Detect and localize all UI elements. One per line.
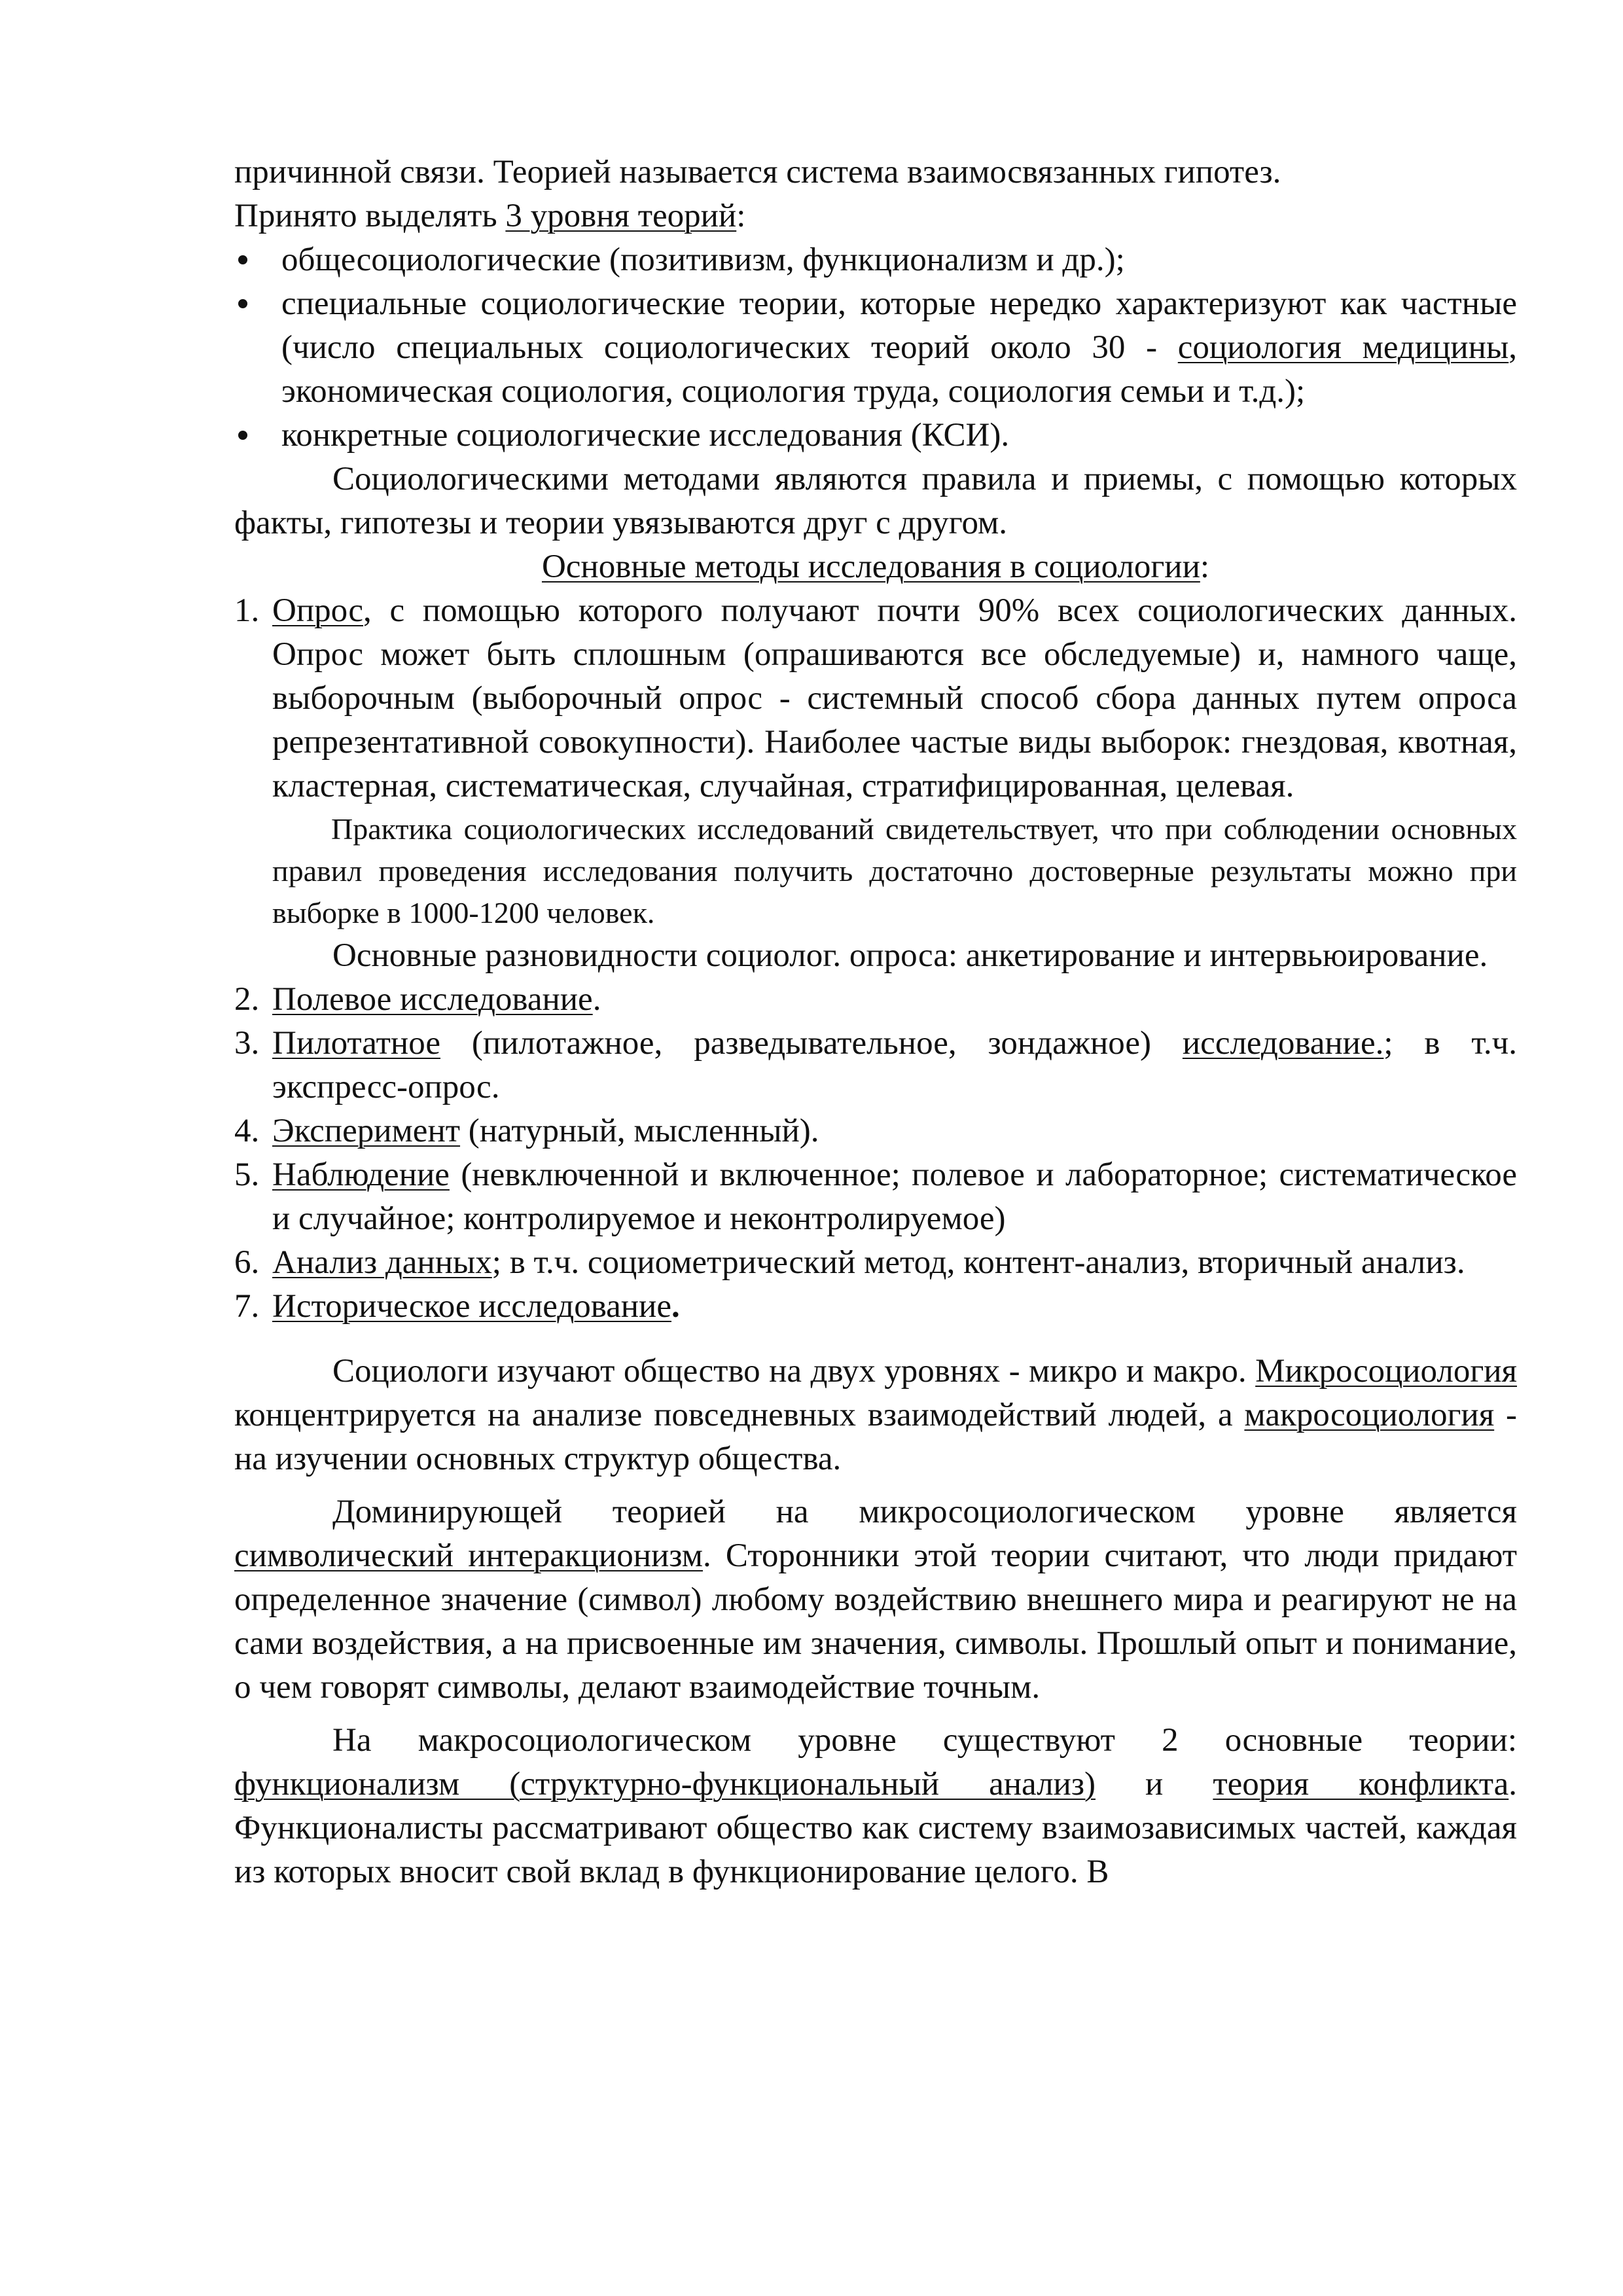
bullet-icon <box>238 431 247 440</box>
macro-text-start: На макросоциологическом уровне существуют 2 основные теории: <box>332 1722 1517 1759</box>
method-survey-text: , с помощью которого получают почти 90% всех социологических данных. Опрос может быть сплошным (опрашиваются все обследуемые) и, намного чаще, выборочным (выборочный опрос - системный способ сбора данных путем опроса репрезентативной совокупности). Наиболее частые виды выборок: гнездовая, квотная, кластерная, систематическая, случайная, стратифицированная, целевая. <box>272 592 1517 804</box>
method-experiment-term: Эксперимент <box>272 1113 461 1149</box>
methods-list-continued <box>234 978 1517 1329</box>
theory-level-special-start: специальные социологические теории, которые нередко характеризуют как частные (число специальных социологических теорий около 30 - <box>281 285 1517 366</box>
interactionism-text-start: Доминирующей теорией на микросоциологическом уровне является <box>332 1494 1517 1530</box>
microsociology-term: Микросоциология <box>1255 1353 1517 1390</box>
theory-level-general: общесоциологические (позитивизм, функционализм и др.); <box>281 242 1125 278</box>
method-pilot-term: Пилотатное <box>272 1025 440 1062</box>
interactionism-text-end: . Сторонники этой теории считают, что люди придают определенное значение (символ) любому воздействию внешнего мира и реагируют не на сами воздействия, а на присвоенные им значения, символы. Прошлый опыт и понимание, о чем говорят символы, делают взаимодействие точным. <box>234 1537 1517 1706</box>
intro-paragraph <box>234 151 1517 238</box>
bullet-icon <box>238 255 247 264</box>
method-experiment-text: (натурный, мысленный). <box>460 1113 819 1149</box>
list-item <box>234 1285 1517 1329</box>
list-item <box>234 1153 1517 1241</box>
method-number: 1. <box>234 592 260 629</box>
document-page <box>234 151 1517 1894</box>
levels-text-start: Социологи изучают общество на двух уровнях - микро и макро. <box>332 1353 1256 1390</box>
theory-levels-term: 3 уровня теорий <box>505 198 737 234</box>
functionalism-term: функционализм (структурно-функциональный анализ) <box>234 1766 1096 1803</box>
methods-heading-colon: : <box>1200 548 1210 585</box>
method-historical-text: . <box>671 1288 680 1325</box>
list-item <box>234 282 1517 414</box>
list-item <box>234 1241 1517 1285</box>
list-item <box>234 978 1517 1022</box>
method-data-analysis-term: Анализ данных <box>272 1244 492 1281</box>
method-observation-text: (невключенной и включенное; полевое и лабораторное; систематическое и случайное; контролируемое и неконтролируемое) <box>272 1157 1517 1237</box>
method-number: 2. <box>234 981 260 1018</box>
method-field-text: . <box>592 981 601 1018</box>
method-number: 7. <box>234 1288 260 1325</box>
macro-paragraph <box>234 1719 1517 1894</box>
levels-paragraph <box>234 1350 1517 1481</box>
method-pilot-text: ; в т.ч. экспресс-опрос. <box>272 1025 1517 1105</box>
theory-levels-list <box>234 238 1517 457</box>
spacer <box>234 1710 1517 1719</box>
method-field-term: Полевое исследование <box>272 981 593 1018</box>
method-number: 6. <box>234 1244 260 1281</box>
medical-sociology-term: социология медицины <box>1177 329 1509 366</box>
method-number: 3. <box>234 1025 260 1062</box>
methods-paragraph: Социологическими методами являются правила и приемы, с помощью которых факты, гипотезы и теории увязываются друг с другом. <box>234 461 1517 541</box>
methods-list <box>234 589 1517 808</box>
method-historical-term: Историческое исследование <box>272 1288 671 1325</box>
method-number: 4. <box>234 1113 260 1149</box>
method-pilot-term-2: исследование. <box>1182 1025 1384 1062</box>
symbolic-interactionism-term: символический интеракционизм <box>234 1537 703 1574</box>
list-item <box>234 414 1517 457</box>
macro-text-middle: и <box>1095 1766 1213 1803</box>
method-data-analysis-text: ; в т.ч. социометрический метод, контент-анализ, вторичный анализ. <box>491 1244 1465 1281</box>
theory-level-concrete: конкретные социологические исследования (КСИ). <box>281 417 1010 454</box>
list-item <box>234 1022 1517 1109</box>
spacer <box>234 1481 1517 1490</box>
intro-line-2-end: : <box>736 198 746 234</box>
methods-heading-text: Основные методы исследования в социологии <box>541 548 1200 585</box>
intro-line-2-start: Принято выделять <box>234 198 506 234</box>
method-number: 5. <box>234 1157 260 1193</box>
list-item <box>234 589 1517 808</box>
conflict-theory-term: теория конфликта <box>1213 1766 1509 1803</box>
list-item <box>234 238 1517 282</box>
bullet-icon <box>238 299 247 308</box>
levels-text-end: - на изучении основных структур общества. <box>234 1397 1517 1477</box>
method-survey-term: Опрос <box>272 592 364 629</box>
intro-line-1: причинной связи. Теорией называется система взаимосвязанных гипотез. <box>234 154 1281 190</box>
survey-types-paragraph: Основные разновидности социолог. опроса: анкетирование и интервьюирование. <box>332 937 1488 974</box>
spacer <box>234 1329 1517 1350</box>
practice-note-block <box>234 808 1517 934</box>
macrosociology-term: макросоциология <box>1244 1397 1495 1433</box>
method-observation-term: Наблюдение <box>272 1157 450 1193</box>
practice-note: Практика социологических исследований свидетельствует, что при соблюдении основных правил проведения исследования получить достаточно достоверные результаты можно при выборке в 1000-1200 человек. <box>272 812 1517 929</box>
methods-heading <box>234 545 1517 589</box>
method-pilot-middle: (пилотажное, разведывательное, зондажное) <box>440 1025 1183 1062</box>
interactionism-paragraph <box>234 1490 1517 1710</box>
theory-level-special-end: , экономическая социология, социология труда, социология семьи и т.д.); <box>281 329 1517 410</box>
macro-text-end: . Функционалисты рассматривают общество как систему взаимозависимых частей, каждая из которых вносит свой вклад в функционирование целого. В <box>234 1766 1518 1890</box>
list-item <box>234 1109 1517 1153</box>
levels-text-middle: концентрируется на анализе повседневных взаимодействий людей, а <box>234 1397 1245 1433</box>
